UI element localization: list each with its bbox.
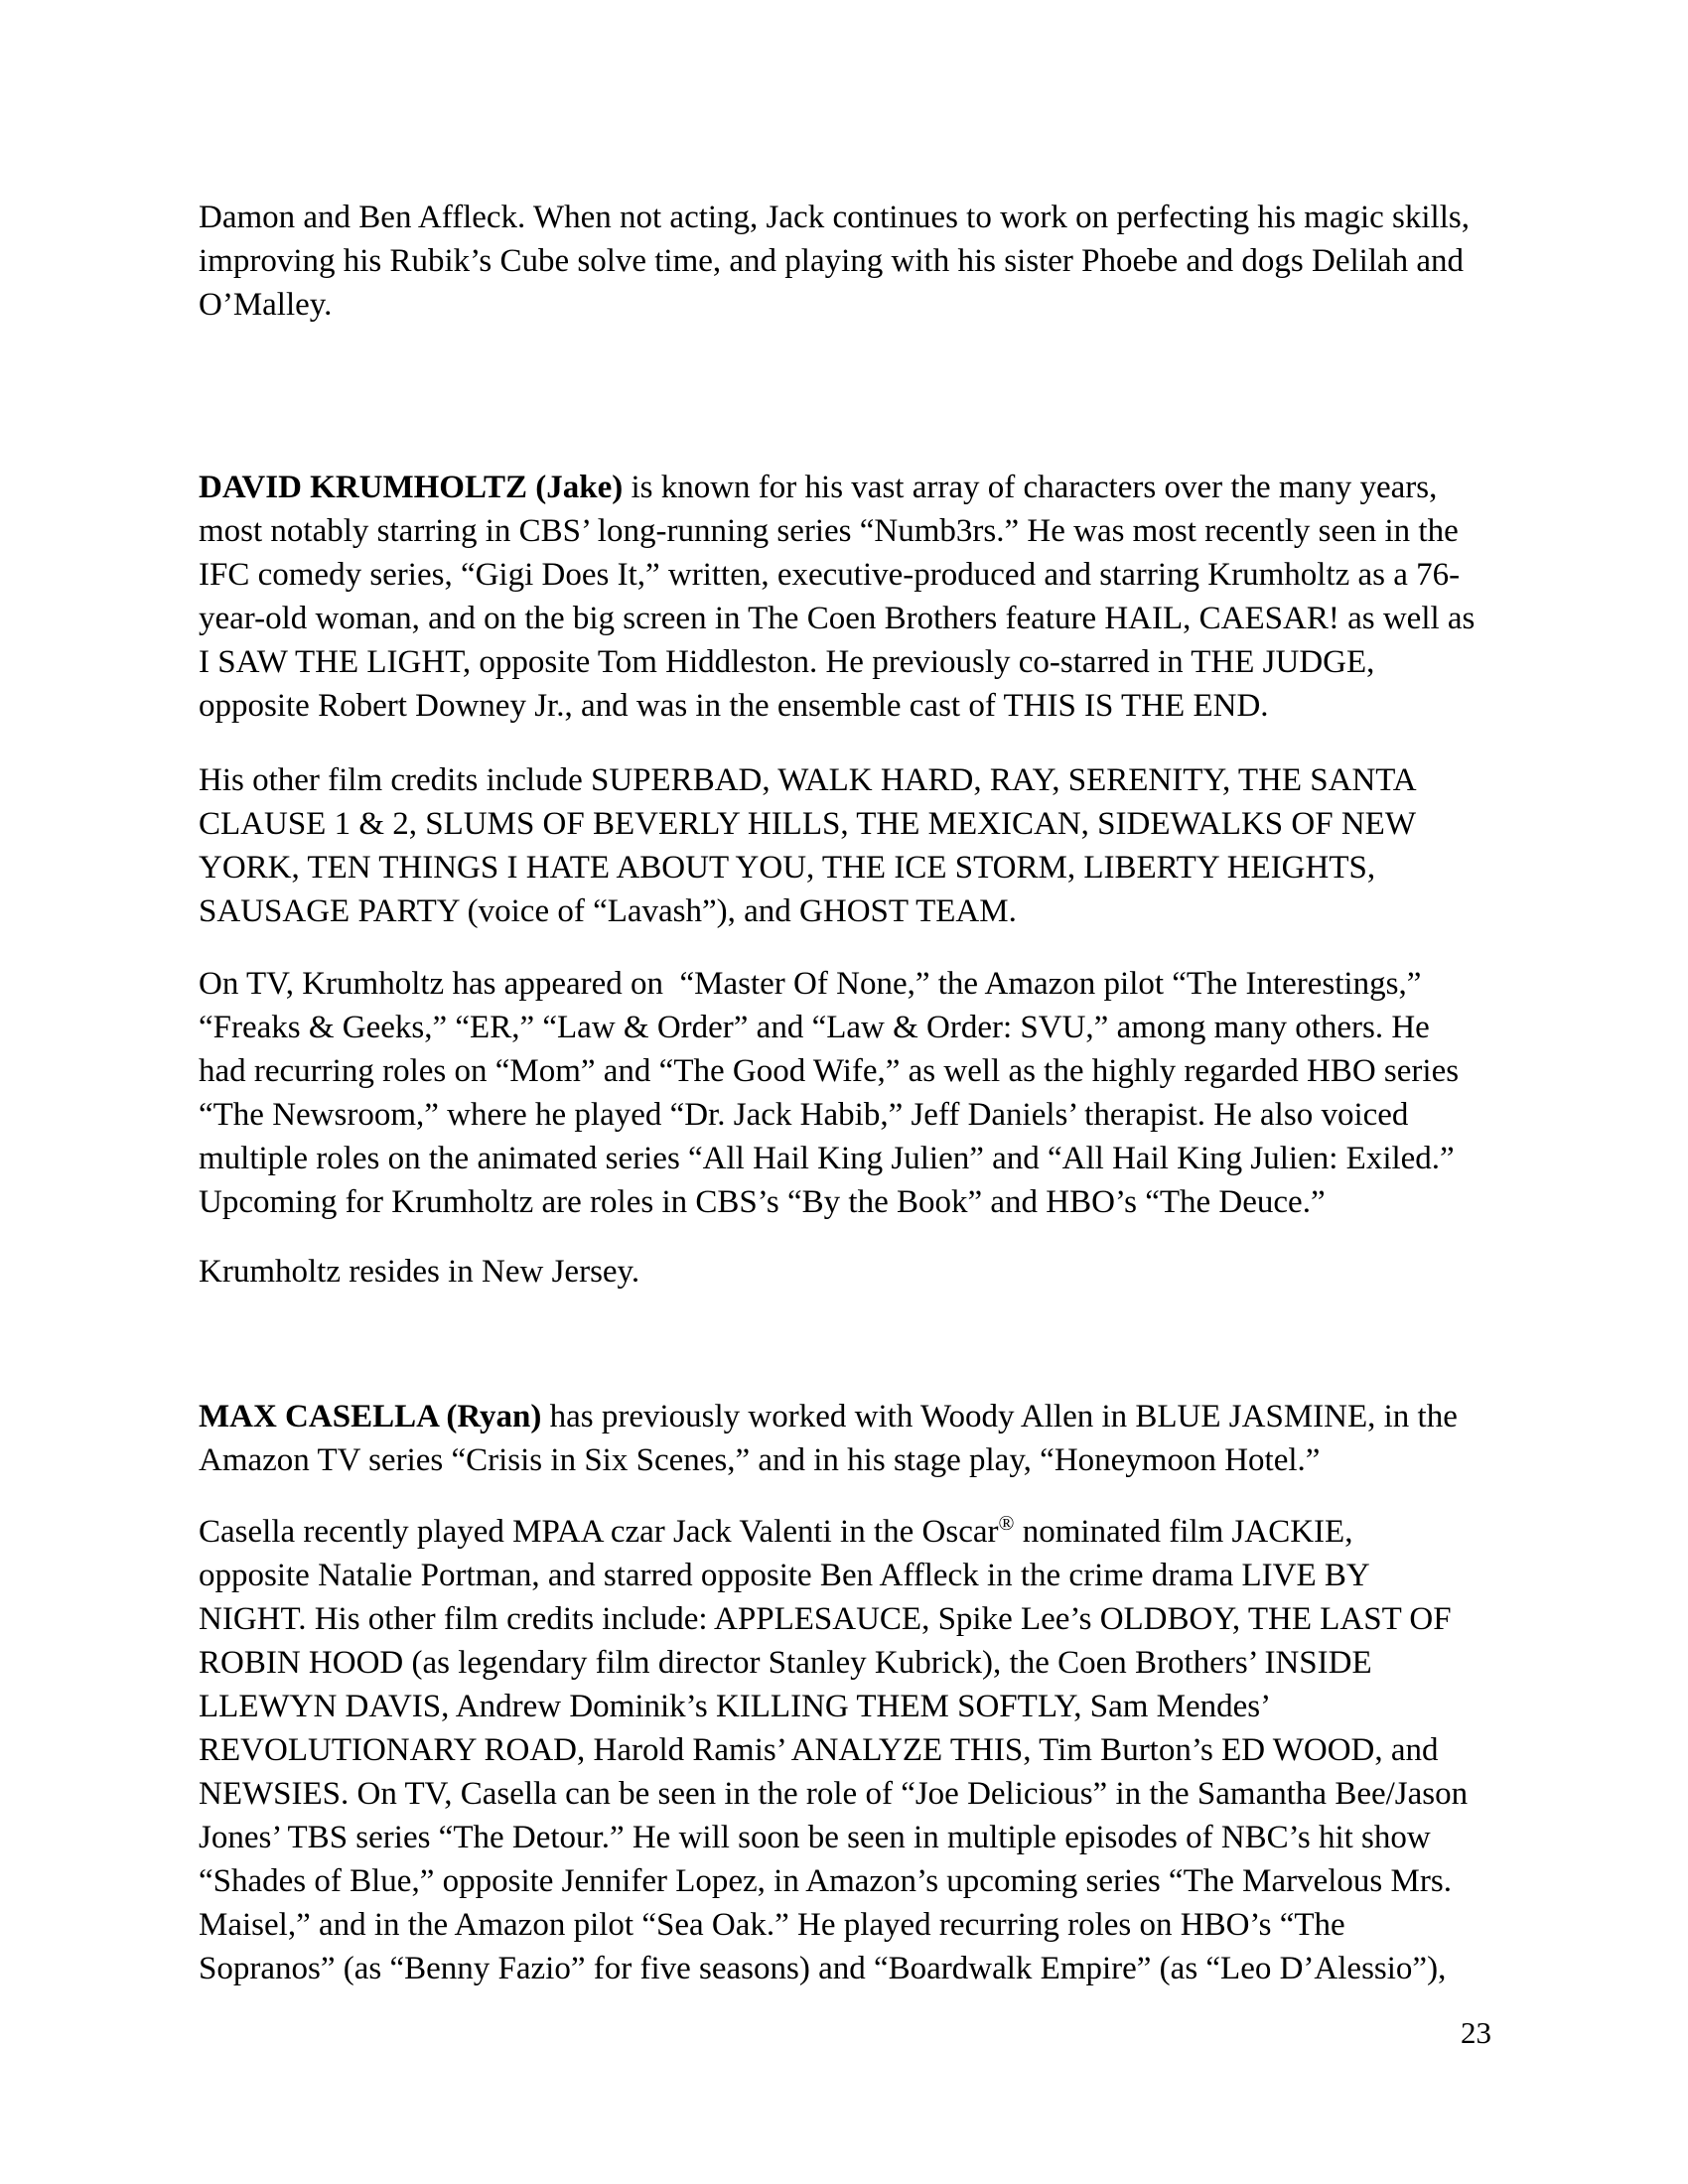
page-number: 23	[1461, 2015, 1491, 2050]
text-line: NIGHT. His other film credits include: APPLESAUCE, Spike Lee’s OLDBOY, THE LAST OF	[199, 1601, 1452, 1637]
text-line: Damon and Ben Affleck. When not acting, Jack continues to work on perfecting his magic skills,	[199, 200, 1470, 235]
text-line: Jones’ TBS series “The Detour.” He will soon be seen in multiple episodes of NBC’s hit show	[199, 1820, 1431, 1855]
paragraph-krumholtz-film-credits	[199, 758, 1499, 933]
paragraph-casella-intro	[199, 1395, 1499, 1482]
text-line: Sopranos” (as “Benny Fazio” for five seasons) and “Boardwalk Empire” (as “Leo D’Alessio”),	[199, 1951, 1447, 1986]
text-line: SAUSAGE PARTY (voice of “Lavash”), and GHOST TEAM.	[199, 893, 1017, 929]
text-run: nominated film JACKIE,	[1014, 1514, 1353, 1550]
text-line: improving his Rubik’s Cube solve time, and playing with his sister Phoebe and dogs Delilah and	[199, 243, 1465, 279]
paragraph-krumholtz-tv-credits	[199, 962, 1499, 1224]
text-line: year-old woman, and on the big screen in The Coen Brothers feature HAIL, CAESAR! as well as	[199, 601, 1476, 636]
text-line: Maisel,” and in the Amazon pilot “Sea Oak.” He played recurring roles on HBO’s “The	[199, 1907, 1345, 1943]
text-line	[199, 466, 1499, 509]
text-line: ROBIN HOOD (as legendary film director Stanley Kubrick), the Coen Brothers’ INSIDE	[199, 1645, 1372, 1681]
text-line: REVOLUTIONARY ROAD, Harold Ramis’ ANALYZE THIS, Tim Burton’s ED WOOD, and	[199, 1732, 1439, 1768]
text-line	[199, 1395, 1499, 1438]
text-line: “Freaks & Geeks,” “ER,” “Law & Order” and “Law & Order: SVU,” among many others. He	[199, 1010, 1430, 1045]
text-line: most notably starring in CBS’ long-running series “Numb3rs.” He was most recently seen in the	[199, 513, 1459, 549]
text-line: On TV, Krumholtz has appeared on “Master Of None,” the Amazon pilot “The Interestings,”	[199, 966, 1422, 1002]
paragraph-jack-closing	[199, 196, 1499, 327]
text-line: opposite Robert Downey Jr., and was in the ensemble cast of THIS IS THE END.	[199, 688, 1269, 724]
text-line: Upcoming for Krumholtz are roles in CBS’s “By the Book” and HBO’s “The Deuce.”	[199, 1184, 1326, 1220]
actor-name-krumholtz: DAVID KRUMHOLTZ (Jake)	[199, 470, 624, 505]
text-line: O’Malley.	[199, 287, 333, 323]
paragraph-krumholtz-residence	[199, 1250, 1499, 1294]
text-run: has previously worked with Woody Allen in BLUE JASMINE, in the	[541, 1399, 1458, 1434]
text-line: IFC comedy series, “Gigi Does It,” written, executive-produced and starring Krumholtz as a 76-	[199, 557, 1461, 593]
text-line: had recurring roles on “Mom” and “The Good Wife,” as well as the highly regarded HBO series	[199, 1053, 1460, 1089]
text-line: His other film credits include SUPERBAD, WALK HARD, RAY, SERENITY, THE SANTA	[199, 762, 1417, 798]
text-run: is known for his vast array of characters over the many years,	[623, 470, 1438, 505]
text-line: multiple roles on the animated series “All Hail King Julien” and “All Hail King Julien: Exiled.”	[199, 1141, 1455, 1176]
text-line: CLAUSE 1 & 2, SLUMS OF BEVERLY HILLS, THE MEXICAN, SIDEWALKS OF NEW	[199, 806, 1416, 842]
text-line: NEWSIES. On TV, Casella can be seen in the role of “Joe Delicious” in the Samantha Bee/Jason	[199, 1776, 1469, 1812]
text-line: opposite Natalie Portman, and starred opposite Ben Affleck in the crime drama LIVE BY	[199, 1558, 1370, 1593]
text-line: Amazon TV series “Crisis in Six Scenes,” and in his stage play, “Honeymoon Hotel.”	[199, 1442, 1321, 1478]
text-line: Krumholtz resides in New Jersey.	[199, 1254, 640, 1290]
text-line: I SAW THE LIGHT, opposite Tom Hiddleston. He previously co-starred in THE JUDGE,	[199, 644, 1375, 680]
text-line	[199, 1510, 1499, 1554]
text-line: “Shades of Blue,” opposite Jennifer Lopez, in Amazon’s upcoming series “The Marvelous Mrs.	[199, 1863, 1452, 1899]
paragraph-casella-credits	[199, 1510, 1499, 1990]
actor-name-casella: MAX CASELLA (Ryan)	[199, 1399, 542, 1434]
text-run: Casella recently played MPAA czar Jack Valenti in the Oscar	[199, 1514, 999, 1550]
registered-trademark-symbol: ®	[998, 1511, 1015, 1535]
text-line: “The Newsroom,” where he played “Dr. Jack Habib,” Jeff Daniels’ therapist. He also voiced	[199, 1097, 1409, 1133]
text-line: LLEWYN DAVIS, Andrew Dominik’s KILLING THEM SOFTLY, Sam Mendes’	[199, 1689, 1272, 1724]
text-line: YORK, TEN THINGS I HATE ABOUT YOU, THE ICE STORM, LIBERTY HEIGHTS,	[199, 850, 1376, 886]
paragraph-krumholtz-intro	[199, 466, 1499, 728]
